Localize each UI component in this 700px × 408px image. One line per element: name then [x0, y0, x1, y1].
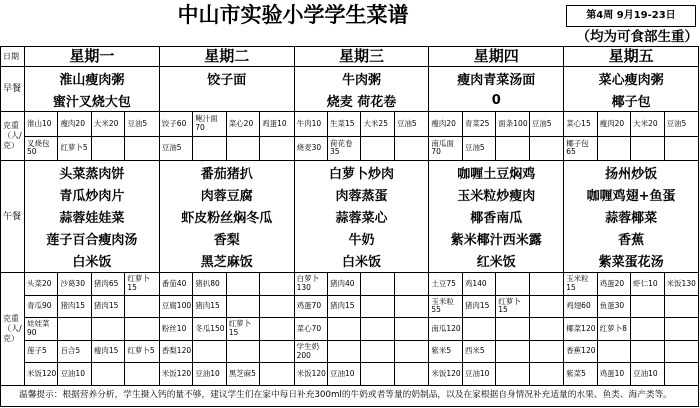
weight-cell — [665, 318, 698, 340]
lunch-dish: 紫米椰汁西米露 — [450, 233, 542, 249]
weight-cell: 猪肉15 — [463, 296, 496, 318]
breakfast-weights-mon — [25, 112, 160, 161]
weight-cell: 莲子5 — [25, 341, 58, 363]
lunch-weights-row — [25, 363, 159, 385]
menu-table — [0, 46, 699, 386]
date-label: 日期 — [1, 47, 25, 67]
lunch-dish: 咖喱土豆焖鸡 — [457, 166, 536, 182]
breakfast-weights-fri — [564, 112, 699, 161]
breakfast-dish: 蜜汁叉烧大包 — [52, 94, 131, 110]
lunch-dish: 玉米粒炒瘦肉 — [457, 188, 536, 204]
lunch-dish: 蒜蓉娃娃菜 — [59, 211, 125, 226]
breakfast-weights-row — [25, 112, 159, 137]
weight-cell — [530, 273, 563, 295]
weight-cell — [328, 318, 361, 340]
weight-cell: 豆油5 — [531, 118, 552, 128]
weight-cell — [665, 137, 698, 161]
weight-cell: 鸡蛋70 — [295, 296, 328, 318]
weight-cell — [260, 273, 293, 295]
weight-cell: 大米25 — [361, 112, 394, 136]
weight-cell: 豆油10 — [58, 363, 91, 385]
weight-cell — [361, 363, 394, 385]
weight-cell: 菜心15 — [564, 112, 597, 136]
breakfast-weights-row — [564, 137, 698, 161]
weight-cell — [361, 296, 394, 318]
weight-cell — [193, 137, 226, 161]
weight-cell: 米饭120 — [429, 363, 462, 385]
lunch-weights-row — [429, 318, 563, 341]
lunch-weights-row — [160, 363, 294, 385]
breakfast-weights-row — [160, 112, 294, 137]
weight-cell: 香蕉120 — [564, 341, 597, 363]
day-header-wed: 星期三 — [295, 47, 430, 67]
breakfast-dish: 菜心瘦肉粥 — [598, 72, 664, 88]
weight-cell — [328, 341, 361, 363]
weight-cell: 南瓜120 — [429, 318, 462, 340]
weight-cell: 豆油10 — [193, 363, 226, 385]
weight-cell — [631, 137, 664, 161]
weight-cell: 红萝卜 15 — [496, 296, 529, 318]
weight-cell: 猪肉40 — [328, 273, 361, 295]
weight-cell: 鸡蛋20 — [598, 273, 631, 295]
weight-cell: 淮山10 — [25, 112, 58, 136]
lunch-weights-row — [429, 363, 563, 385]
weight-cell — [463, 318, 496, 340]
lunch-thu — [429, 161, 564, 273]
weight-cell: 饺子60 — [160, 112, 193, 136]
weight-cell — [496, 318, 529, 340]
weight-cell: 西米5 — [463, 341, 496, 363]
lunch-weights-row — [564, 273, 698, 296]
weight-cell: 百合5 — [58, 341, 91, 363]
lunch-dish: 扬州炒饭 — [605, 166, 658, 182]
weight-cell: 瘦肉15 — [92, 341, 125, 363]
lunch-weights-row — [295, 273, 429, 296]
weight-cell: 菜心20 — [227, 112, 260, 136]
weight-cell: 猪肉15 — [193, 296, 226, 318]
breakfast-weights-row — [295, 112, 429, 137]
weight-note: （均为可食部生重） — [576, 29, 698, 45]
weight-cell: 玉米粒 55 — [429, 296, 462, 318]
weight-cell — [125, 363, 158, 385]
weight-cell — [361, 341, 394, 363]
weight-cell — [665, 296, 698, 318]
weight-cell — [361, 137, 394, 161]
weight-cell — [92, 137, 125, 161]
lunch-weights-row — [295, 341, 429, 364]
weight-cell — [530, 318, 563, 340]
lunch-weights-row — [295, 296, 429, 319]
weight-cell — [260, 318, 293, 340]
breakfast-weights-row — [429, 137, 563, 161]
weight-cell — [395, 273, 428, 295]
lunch-mon — [25, 161, 160, 273]
weight-cell: 青瓜90 — [25, 296, 58, 318]
weight-cell: 玉米粒 15 — [564, 273, 597, 295]
weight-cell — [361, 273, 394, 295]
weight-cell: 豆油5 — [160, 137, 193, 161]
weight-cell — [58, 318, 91, 340]
weight-cell: 猪肉15 — [58, 296, 91, 318]
weight-cell: 紫米5 — [429, 341, 462, 363]
weight-cell: 瘦肉20 — [58, 112, 91, 136]
lunch-weights-row — [25, 296, 159, 319]
weight-cell: 沙葛30 — [58, 273, 91, 295]
lunch-dish: 番茄猪扒 — [200, 166, 253, 182]
breakfast-weights-row — [160, 137, 294, 161]
day-header-mon: 星期一 — [25, 47, 160, 67]
weight-cell: 鱼蛋30 — [598, 296, 631, 318]
breakfast-dish: 饺子面 — [207, 72, 247, 88]
weight-cell: 番茄40 — [160, 273, 193, 295]
weight-cell: 米饭130 — [666, 278, 696, 288]
breakfast-thu — [429, 67, 564, 112]
lunch-label: 午餐 — [1, 161, 25, 273]
lunch-dish: 虾皮粉丝焖冬瓜 — [181, 211, 273, 226]
lunch-dish: 蒜蓉菜心 — [335, 211, 388, 226]
weight-cell: 鸡蛋10 — [262, 118, 287, 128]
week-range-box: 第4周 9月19-23日 — [566, 5, 696, 27]
lunch-weights-wed — [295, 273, 430, 386]
lunch-weights-row — [295, 318, 429, 341]
weight-cell: 土豆75 — [429, 273, 462, 295]
weight-cell: 瘦肉20 — [598, 112, 631, 136]
lunch-weights-row — [160, 296, 294, 319]
weight-cell: 猪肉15 — [92, 296, 125, 318]
weight-cell: 菜心70 — [295, 318, 328, 340]
weight-cell — [260, 296, 293, 318]
breakfast-fri — [564, 67, 699, 112]
weight-cell — [260, 363, 293, 385]
breakfast-weights-row — [25, 137, 159, 161]
weight-cell: 牛肉10 — [295, 112, 328, 136]
lunch-weights-row — [160, 318, 294, 341]
lunch-weights-row — [25, 273, 159, 296]
weight-cell: 豆油5 — [463, 137, 496, 161]
weight-cell — [530, 137, 563, 161]
weight-cell: 面条100 — [496, 112, 529, 136]
weight-cell — [530, 341, 563, 363]
weight-cell — [125, 296, 158, 318]
weight-cell: 瘦肉20 — [429, 112, 462, 136]
weight-cell: 白萝卜 130 — [295, 273, 328, 295]
weight-cell: 米饭120 — [160, 363, 193, 385]
weight-cell — [125, 137, 158, 161]
lunch-weights-row — [160, 341, 294, 364]
breakfast-tue — [160, 67, 295, 112]
weight-cell: 猪肉15 — [328, 296, 361, 318]
breakfast-wed — [295, 67, 430, 112]
lunch-dish: 牛奶 — [348, 233, 375, 249]
lunch-dish: 肉蓉蒸蛋 — [335, 188, 388, 204]
weight-cell — [227, 296, 260, 318]
day-header-tue: 星期二 — [160, 47, 295, 67]
weight-cell — [665, 341, 698, 363]
lunch-tue — [160, 161, 295, 273]
weight-cell: 南瓜面 70 — [429, 137, 462, 161]
weight-cell: 豆油10 — [328, 363, 361, 385]
lunch-weights-thu — [429, 273, 564, 386]
weight-cell: 豆油5 — [396, 118, 417, 128]
weight-cell — [665, 363, 698, 385]
weight-cell: 娃娃菜 90 — [25, 318, 58, 340]
weight-cell: 米饭120 — [25, 363, 58, 385]
day-header-fri: 星期五 — [564, 47, 699, 67]
weight-cell — [598, 341, 631, 363]
breakfast-weights-row — [429, 112, 563, 137]
weight-cell: 鸡140 — [463, 273, 496, 295]
weight-cell — [227, 341, 260, 363]
breakfast-weights-thu — [429, 112, 564, 161]
breakfast-label: 早餐 — [1, 67, 25, 112]
weight-cell — [496, 137, 529, 161]
weight-cell — [395, 296, 428, 318]
weight-cell: 黑芝麻5 — [227, 363, 260, 385]
weight-cell — [530, 363, 563, 385]
lunch-weights-row — [429, 341, 563, 364]
breakfast-dish: 烧麦 荷花卷 — [326, 94, 397, 110]
breakfast-dish: 瘦肉青菜汤面 — [457, 72, 536, 88]
weight-cell: 生菜15 — [328, 112, 361, 136]
lunch-dish: 肉蓉豆腐 — [200, 188, 253, 204]
weight-cell — [92, 318, 125, 340]
weight-cell: 猪肉65 — [92, 273, 125, 295]
breakfast-weights-row — [564, 112, 698, 137]
breakfast-dish: 0 — [491, 92, 501, 108]
lunch-weights-row — [429, 296, 563, 319]
weight-cell: 学生奶 200 — [295, 341, 328, 363]
weight-cell: 虾仁10 — [631, 273, 664, 295]
weight-cell — [496, 363, 529, 385]
weight-cell — [631, 318, 664, 340]
lunch-weights-row — [25, 341, 159, 364]
weight-cell: 荷花卷 35 — [328, 137, 361, 161]
weight-cell: 椰菜120 — [564, 318, 597, 340]
weight-cell: 猪扒80 — [193, 273, 226, 295]
weight-cell: 青菜25 — [463, 112, 496, 136]
weight-cell — [395, 137, 428, 161]
lunch-weight-label: 克重 （人/ 克） — [1, 273, 25, 386]
page-title: 中山市实验小学学生菜谱 — [177, 3, 409, 27]
weight-cell: 大米20 — [631, 112, 664, 136]
weight-cell — [530, 296, 563, 318]
lunch-weights-row — [25, 318, 159, 341]
breakfast-weights-row — [295, 137, 429, 161]
lunch-dish: 黑芝麻饭 — [200, 255, 253, 271]
weight-cell — [227, 273, 260, 295]
lunch-dish: 咖喱鸡翅+鱼蛋 — [586, 188, 676, 204]
weight-cell: 叉烧包 50 — [25, 137, 58, 161]
weight-cell — [395, 318, 428, 340]
weight-cell — [395, 363, 428, 385]
weight-cell — [631, 296, 664, 318]
weight-cell: 红萝卜5 — [127, 346, 155, 356]
weight-cell — [361, 318, 394, 340]
breakfast-dish: 椰子包 — [611, 94, 651, 110]
lunch-weights-row — [564, 341, 698, 364]
weight-cell — [193, 341, 226, 363]
lunch-weights-row — [564, 318, 698, 341]
weight-cell: 红萝卜8 — [598, 318, 631, 340]
weight-cell — [496, 341, 529, 363]
weight-cell — [260, 137, 293, 161]
weight-cell: 米饭120 — [295, 363, 328, 385]
weight-cell: 鲍汁面 70 — [193, 112, 226, 136]
weight-cell: 紫菜5 — [564, 363, 597, 385]
weight-cell: 冬瓜150 — [193, 318, 226, 340]
lunch-dish: 紫菜蛋花汤 — [598, 255, 664, 271]
weight-cell: 豆油10 — [631, 363, 664, 385]
weight-cell: 豆腐100 — [160, 296, 193, 318]
lunch-dish: 椰香南瓜 — [470, 211, 523, 226]
weight-cell — [395, 341, 428, 363]
lunch-wed — [295, 161, 430, 273]
weight-cell — [260, 341, 293, 363]
lunch-dish: 红米饭 — [476, 255, 516, 271]
weight-cell: 红萝卜 15 — [227, 318, 260, 340]
lunch-dish: 白米饭 — [72, 255, 112, 271]
weight-cell: 鸡蛋10 — [598, 363, 631, 385]
weight-cell — [496, 273, 529, 295]
lunch-dish: 香梨 — [213, 233, 240, 249]
weight-cell: 头菜20 — [25, 273, 58, 295]
weight-cell: 豆油5 — [666, 118, 687, 128]
weight-cell — [631, 341, 664, 363]
lunch-fri — [564, 161, 699, 273]
breakfast-dish: 牛肉粥 — [341, 72, 381, 88]
day-header-thu: 星期四 — [429, 47, 564, 67]
weight-cell: 豆油10 — [463, 363, 496, 385]
lunch-dish: 蒜蓉椰菜 — [605, 211, 658, 226]
footer-tip: 温馨提示：根据营养分析，学生摄入钙的量不够，建议学生们在家中每日补充300ml的牛奶或者等量的奶制品，以及在家根据自身情况补充适量的水果、鱼类、海产类等。 — [0, 386, 699, 407]
lunch-weights-row — [564, 363, 698, 385]
weight-cell: 大米20 — [92, 112, 125, 136]
weight-cell: 烧麦30 — [295, 137, 328, 161]
weight-cell: 红萝卜 15 — [127, 274, 150, 292]
weight-cell: 香梨120 — [160, 341, 193, 363]
lunch-weights-mon — [25, 273, 160, 386]
breakfast-dish: 淮山瘦肉粥 — [59, 72, 125, 88]
breakfast-dish — [160, 89, 294, 111]
weight-cell — [125, 318, 158, 340]
weight-cell: 豆油5 — [127, 118, 148, 128]
breakfast-weights-wed — [295, 112, 430, 161]
breakfast-mon — [25, 67, 160, 112]
breakfast-weight-label: 克重 （人/ 克） — [1, 112, 25, 161]
lunch-weights-row — [295, 363, 429, 385]
breakfast-weights-tue — [160, 112, 295, 161]
weight-cell: 粉丝10 — [160, 318, 193, 340]
lunch-weights-row — [429, 273, 563, 296]
weight-cell: 椰子包 65 — [564, 137, 597, 161]
lunch-dish: 青瓜炒肉片 — [59, 188, 125, 204]
lunch-dish: 白萝卜炒肉 — [328, 166, 394, 182]
lunch-dish: 莲子百合瘦肉汤 — [46, 233, 138, 249]
lunch-dish: 香蕉 — [618, 233, 645, 249]
lunch-weights-fri — [564, 273, 699, 386]
weight-cell: 鸡翅60 — [564, 296, 597, 318]
lunch-weights-row — [160, 273, 294, 296]
weight-cell — [598, 137, 631, 161]
lunch-weights-tue — [160, 273, 295, 386]
weight-cell — [227, 137, 260, 161]
weight-cell: 红萝卜5 — [58, 137, 91, 161]
weight-cell — [92, 363, 125, 385]
lunch-dish: 头菜蒸肉饼 — [59, 166, 125, 182]
lunch-dish: 白米饭 — [341, 255, 381, 271]
lunch-weights-row — [564, 296, 698, 319]
